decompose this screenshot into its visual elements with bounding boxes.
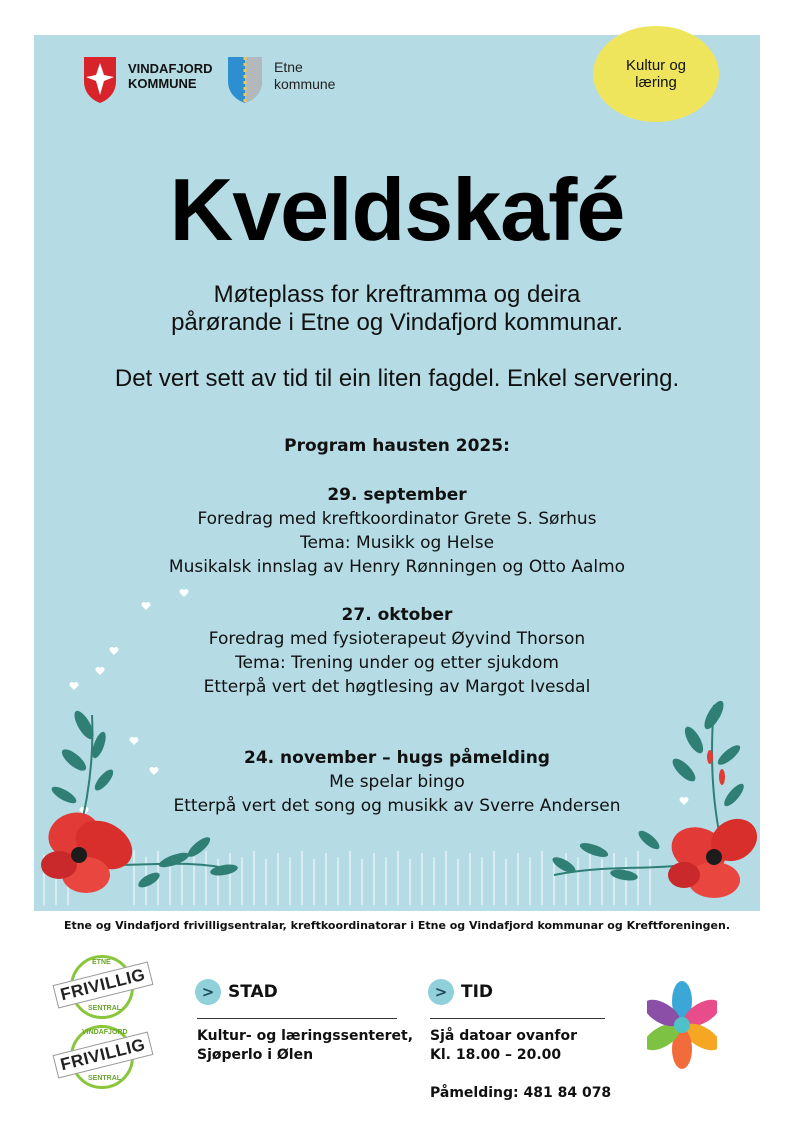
frivillig-etne-bottom: SENTRAL — [88, 1005, 122, 1012]
stad-heading — [195, 979, 278, 1005]
tid-line3: Påmelding: 481 84 078 — [430, 1085, 612, 1101]
event-line: Tema: Trening under og etter sjukdom — [235, 653, 559, 673]
vindafjord-shield-icon — [82, 55, 118, 105]
frivillig-vindafjord-bottom: SENTRAL — [88, 1075, 122, 1082]
subtitle-block — [0, 281, 794, 337]
tid-line1: Sjå datoar ovanfor — [430, 1028, 577, 1044]
vindafjord-line2: KOMMUNE — [128, 76, 197, 91]
subtitle-line2: pårørande i Etne og Vindafjord kommunar. — [171, 309, 623, 336]
etne-shield-icon — [226, 55, 264, 105]
divider — [430, 1018, 605, 1019]
frivillig-etne-top: ETNE — [92, 959, 111, 966]
tid-text — [430, 1027, 577, 1065]
frivillig-etne-logo — [50, 955, 154, 1019]
event-line: Etterpå vert det song og musikk av Sverre Andersen — [173, 796, 621, 816]
red-flower-right — [665, 811, 760, 898]
tid-heading — [428, 979, 493, 1005]
event-block — [0, 603, 794, 699]
subtitle-line1: Møteplass for kreftramma og deira — [213, 281, 581, 308]
frivillig-word: FRIVILLIG — [53, 962, 154, 1009]
vindafjord-kommune-logo — [82, 55, 222, 105]
frivillig-vindafjord-logo — [50, 1025, 154, 1089]
pinwheel-logo-icon — [647, 980, 717, 1070]
tid-line2: Kl. 18.00 – 20.00 — [430, 1047, 562, 1063]
event-date: 27. oktober — [341, 605, 453, 625]
chevron-right-icon: > — [195, 979, 221, 1005]
page-title: Kveldskafé — [169, 160, 625, 259]
event-date: 29. september — [327, 485, 467, 505]
stad-line1: Kultur- og læringssenteret, — [197, 1028, 414, 1044]
event-line: Foredrag med fysioterapeut Øyvind Thorson — [208, 629, 586, 649]
frivillig-vindafjord-top: VINDAFJORD — [82, 1029, 128, 1036]
etne-line2: kommune — [274, 76, 336, 92]
badge-line2: læring — [635, 74, 677, 91]
etne-line1: Etne — [274, 59, 303, 75]
stad-text — [197, 1027, 413, 1065]
event-line: Me spelar bingo — [329, 772, 465, 792]
event-block — [0, 746, 794, 818]
credit-line: Etne og Vindafjord frivilligsentralar, kreftkoordinatorar i Etne og Vindafjord kommunar og Kreftforeningen. — [63, 919, 731, 932]
divider — [197, 1018, 397, 1019]
frivillig-word: FRIVILLIG — [53, 1032, 154, 1079]
event-line: Etterpå vert det høgtlesing av Margot Ivesdal — [203, 677, 591, 697]
stad-line2: Sjøperlo i Ølen — [197, 1047, 314, 1063]
vindafjord-line1: VINDAFJORD — [128, 61, 213, 76]
program-heading: Program hausten 2025: — [284, 436, 510, 456]
tid-label: TID — [461, 982, 494, 1002]
event-block — [0, 483, 794, 579]
etne-kommune-logo — [226, 55, 356, 105]
stad-label: STAD — [228, 982, 278, 1002]
kultur-laering-badge — [593, 26, 719, 122]
event-line: Tema: Musikk og Helse — [299, 533, 495, 553]
chevron-right-icon: > — [428, 979, 454, 1005]
event-line: Foredrag med kreftkoordinator Grete S. Sørhus — [197, 509, 597, 529]
event-date: 24. november – hugs påmelding — [244, 748, 550, 768]
badge-line1: Kultur og — [625, 57, 687, 74]
subtitle-line3: Det vert sett av tid til ein liten fagdel. Enkel servering. — [114, 365, 680, 392]
event-line: Musikalsk innslag av Henry Rønningen og Otto Aalmo — [168, 557, 626, 577]
